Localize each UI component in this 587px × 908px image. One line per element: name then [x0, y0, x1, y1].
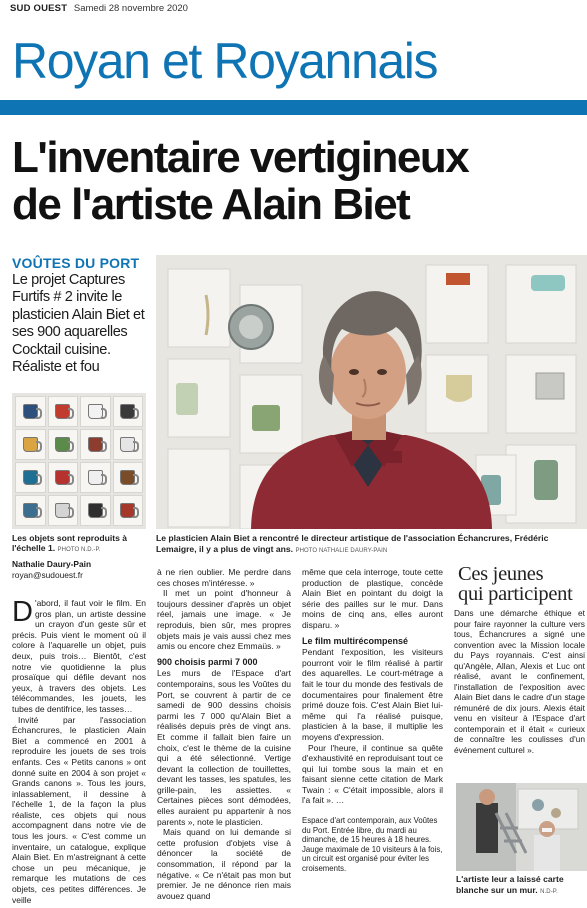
mug-drawing: [48, 462, 79, 493]
mug-drawing: [80, 396, 111, 427]
mug-icon: [55, 437, 70, 452]
col3-subheading: Le film multirécompensé: [302, 635, 409, 646]
article-column-2: [157, 567, 291, 901]
mug-drawing: [113, 396, 144, 427]
author-name: Nathalie Daury-Pain: [12, 559, 92, 569]
mug-icon: [88, 404, 103, 419]
section-rule: [0, 100, 587, 115]
mug-drawing: [15, 396, 46, 427]
col2-paragraph-4: Mais quand on lui demande si cette profusion d'objets vise à dénoncer la société de consommation, il répond par la négative. « Ce n'était pas mon but premier. Je ne dénonce rien mais avouez quand: [157, 827, 291, 901]
masthead-bar: [10, 3, 188, 14]
col3-paragraph-2: Pendant l'exposition, les visiteurs pourront voir le film réalisé à partir des aquarelles. Le court-métrage a fait le tour du monde des festivals de documentaires pour finalement être primé douze fois. C'est Alain Biet lui-même qui l'a réalisé puisque, plasticien à la base, il multiplie les moyens d'expression.: [302, 647, 443, 742]
publication-date: Samedi 28 novembre 2020: [73, 3, 188, 14]
article-byline: [12, 559, 91, 580]
mug-drawing: [48, 429, 79, 460]
headline-line-1: L'inventaire vertigineux: [12, 133, 469, 182]
article-kicker: VOÛTES DU PORT: [12, 255, 140, 271]
mug-icon: [88, 437, 103, 452]
mug-drawing: [15, 462, 46, 493]
small-caption-credit: PHOTO N.D.-P.: [57, 547, 101, 553]
sidebar-title-line-2: qui participent: [458, 583, 573, 605]
col1-paragraph-1: [12, 598, 146, 715]
mug-drawing: [48, 495, 79, 526]
mug-drawing: [80, 495, 111, 526]
mug-drawing: [113, 495, 144, 526]
dropcap-letter: D: [12, 596, 33, 628]
main-photo: [156, 255, 587, 529]
sidebar-title-line-1: Ces jeunes: [458, 563, 544, 585]
col3-paragraph-3: Pour l'heure, il continue sa quête d'exhaustivité en reproduisant tout ce qui lui tombe sous la main et en faisant sienne cette citation de Mark Twain : « C'était impossible, alors il l'a fait ». …: [302, 742, 443, 806]
small-caption-text: Les objets sont reproduits à l'échelle 1.: [12, 533, 128, 553]
mug-icon: [120, 503, 135, 518]
main-caption-credit: PHOTO NATHALIE DAURY-PAIN: [295, 547, 388, 554]
col2-paragraph-1: à ne rien oublier. Me perdre dans ces choses m'intéresse. »: [157, 567, 291, 588]
sidebar-photo-caption: [456, 874, 587, 897]
mug-icon: [23, 437, 38, 452]
mug-drawing: [80, 429, 111, 460]
mugs-photo: [12, 393, 146, 529]
mug-drawing: [48, 396, 79, 427]
article-chapo: Le projet Captures Furtifs # 2 invite le plasticien Alain Biet et ses 900 aquarelles Cocktail cuisine. Réaliste et fou: [12, 272, 145, 376]
practical-info: Espace d'art contemporain, aux Voûtes du Port. Entrée libre, du mardi au dimanche, de 15 heures à 18 heures. Jauge maximale de 10 visiteurs à la fois, un circuit est organisé pour éviter les croisements.: [302, 816, 443, 874]
col1-paragraph-2: Invité par l'association Échancrures, le plasticien Alain Biet a commencé en 2001 à reproduire les jouets de ses trois enfants. Ces « Petits canons » ont donné suite en 2004 à son projet « Grands canons ». Tous les jours, inlassablement, il dessine à l'échelle 1, de la façon la plus réaliste, ces objets qui nous accompagnent dans notre vie de tous les jours. « C'est comme un inventaire, un catalogue, explique Alain Biet. En m'astreignant à cette chose un peu mécanique, je remarque les mutations de ces objets, ces petites différences. Je veille: [12, 714, 146, 905]
mug-icon: [55, 503, 70, 518]
sidebar-caption-text: L'artiste leur a laissé carte blanche sur un mur.: [456, 874, 564, 895]
section-title: Royan et Royannais: [12, 33, 438, 89]
col1-paragraph-1-text: 'abord, il faut voir le film. En gros plan, un artiste dessine un crayon d'un geste sûr et précis. Puis vient le moment où il colore à l'aquarelle un objet, puis deux, puis trois… Bientôt, c'est notre vie quotidienne la plus prosaïque qui défile devant nos yeux, à travers des objets. Les télécommandes, les jouets, les tubes de dentifrice, les tasses…: [12, 598, 146, 714]
sidebar-caption-credit: N.D-P.: [540, 888, 558, 895]
mug-drawing: [113, 462, 144, 493]
sidebar-photo: [456, 783, 587, 871]
mug-icon: [23, 404, 38, 419]
mug-icon: [55, 470, 70, 485]
mug-drawing: [15, 495, 46, 526]
mug-icon: [120, 437, 135, 452]
mug-drawing: [80, 462, 111, 493]
mug-icon: [120, 404, 135, 419]
mug-drawing: [113, 429, 144, 460]
mug-icon: [55, 404, 70, 419]
col2-subheading: 900 choisis parmi 7 000: [157, 656, 258, 667]
mug-icon: [88, 470, 103, 485]
main-caption-text: Le plasticien Alain Biet a rencontré le directeur artistique de l'association Échancrures, Frédéric Lemaigre, il y a plus de vingt ans.: [156, 533, 549, 554]
artist-portrait-illustration: [156, 255, 587, 529]
mug-drawing: [15, 429, 46, 460]
small-photo-caption: [12, 533, 152, 555]
main-photo-caption: [156, 533, 584, 556]
article-column-1: [12, 598, 146, 905]
headline-line-2: de l'artiste Alain Biet: [12, 180, 410, 229]
mug-icon: [23, 503, 38, 518]
sidebar-title: [458, 564, 572, 604]
students-installation-illustration: [456, 783, 587, 871]
mug-icon: [120, 470, 135, 485]
article-headline: [12, 134, 582, 228]
col3-paragraph-1: même que cela interroge, toute cette production de plastique, concède Alain Biet en pointant du doigt la série des pailles sur le mur. Dans moins de cinq ans, elles auront disparu. »: [302, 567, 443, 630]
author-email: royan@sudouest.fr: [12, 569, 83, 580]
col2-paragraph-3: Les murs de l'Espace d'art contemporains, sous les Voûtes du Port, se couvrent à partir de ce samedi de 900 dessins choisis parmi les 7 000 qu'Alain Biet a réalisés depuis près de vingt ans. Et comme il fallait bien faire un choix, c'est le thème de la cuisine qui a été sélectionné. Vertige devant la collection de touillettes, devant les tasses, les spatules, les grille-pain, les assiettes. « Certaines pièces sont démodées, elles auraient pu appartenir à nos parents », note le plasticien.: [157, 668, 291, 827]
sidebar-body: Dans une démarche éthique et pour faire rayonner la culture vers tous, Échancrures a signé une convention avec la Mission locale du Pays royannais. C'est ainsi qu'Angèle, Allan, Alexis et Luc ont réalisé, avant le confinement, l'installation de l'exposition avec Alain Biet dans le cadre d'un stage rémunéré de dix jours. Alexis était venu en visiteur à l'Espace d'art contemporain et il était « curieux de connaître les coulisses d'un événement culturel ».: [454, 608, 585, 755]
mug-icon: [88, 503, 103, 518]
article-column-3: [302, 567, 443, 874]
newspaper-brand: SUD OUEST: [10, 3, 68, 14]
mug-icon: [23, 470, 38, 485]
col2-paragraph-2: Il met un point d'honneur à toujours dessiner d'après un objet réel, jamais une image. « Je reproduis, bien sûr, mes propres objets mais je vais aussi chez mes amis ou encore chez Emmaüs. »: [157, 588, 291, 652]
